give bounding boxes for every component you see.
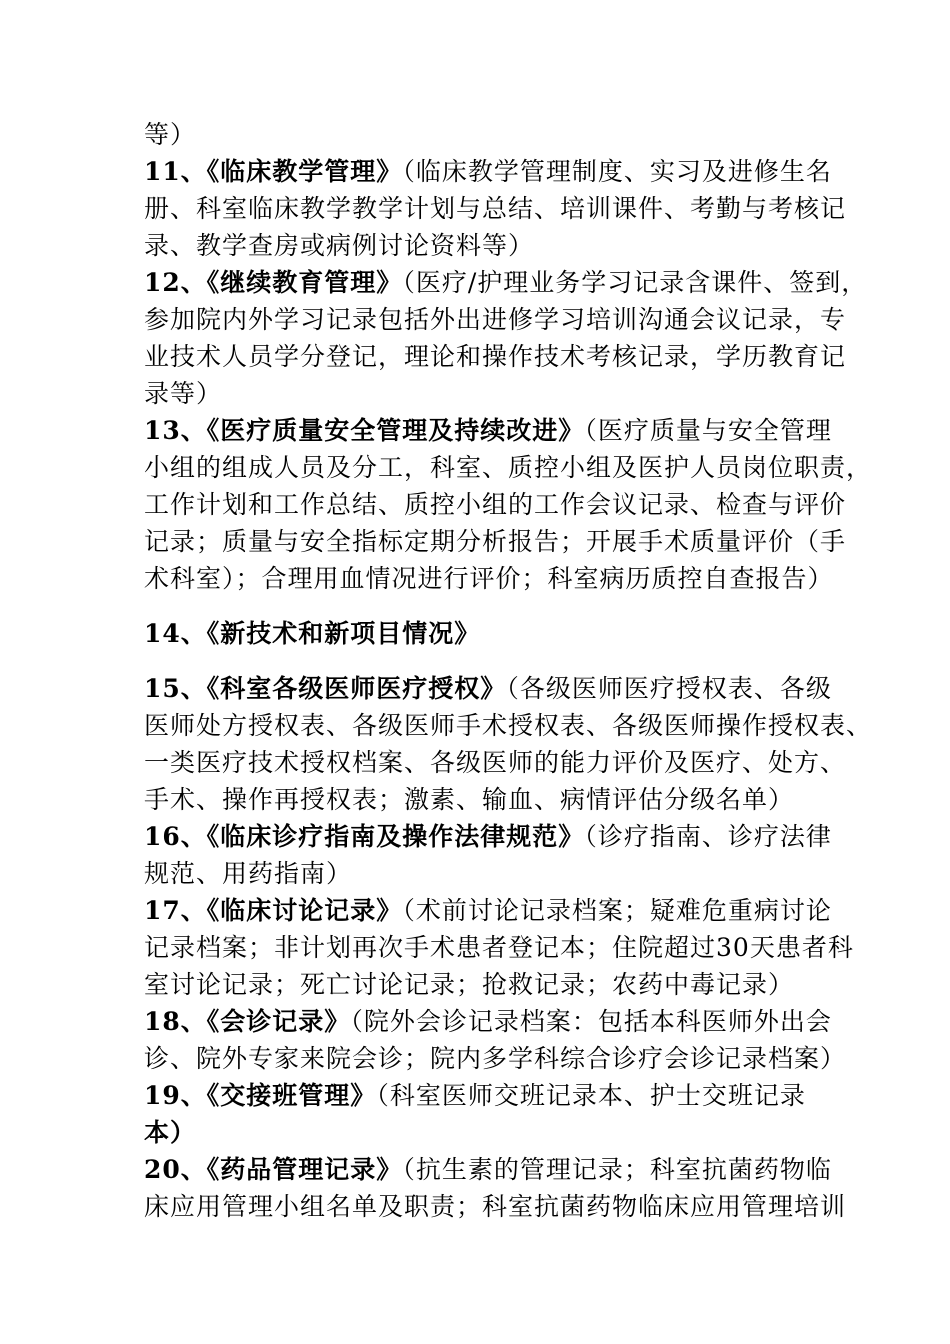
text-line: 医师处方授权表、各级医师手术授权表、各级医师操作授权表、	[144, 711, 873, 740]
item-number: 16、	[144, 822, 207, 851]
item-number: 11、	[144, 157, 207, 186]
text-line: 参加院内外学习记录包括外出进修学习培训沟通会议记录，专	[144, 305, 847, 334]
text-line: 册、科室临床教学教学计划与总结、培训课件、考勤与考核记	[144, 194, 847, 223]
item-13-heading	[144, 412, 832, 449]
text-line: 术科室）；合理用血情况进行评价；科室病历质控自查报告）	[144, 564, 834, 593]
item-description: （术前讨论记录档案；疑难危重病讨论	[402, 896, 832, 925]
text-line: 录等）	[144, 379, 223, 408]
text-line: 工作计划和工作总结、质控小组的工作会议记录、检查与评价	[144, 490, 847, 519]
item-description: （临床教学管理制度、实习及进修生名	[402, 157, 832, 186]
text-line: 一类医疗技术授权档案、各级医师的能力评价及医疗、处方、	[144, 748, 847, 777]
item-title: 《临床讨论记录》	[206, 896, 403, 925]
item-19-heading	[144, 1077, 824, 1114]
item-16-heading	[144, 818, 832, 855]
text-line: 录、教学查房或病例讨论资料等）	[144, 231, 535, 260]
text-line: 手术、操作再授权表；激素、输血、病情评估分级名单）	[144, 785, 795, 814]
item-number: 20、	[144, 1155, 207, 1184]
item-description: （诊疗指南、诊疗法律	[584, 822, 832, 851]
text-line: 业技术人员学分登记，理论和操作技术考核记录，学历教育记	[144, 342, 847, 371]
item-number: 19、	[144, 1081, 207, 1110]
text-line: 记录档案；非计划再次手术患者登记本；住院超过30天患者科	[144, 933, 854, 962]
item-number: 14、	[144, 619, 207, 648]
item-title: 《临床教学管理》	[206, 157, 403, 186]
item-number: 12、	[144, 268, 207, 297]
text-line: 室讨论记录；死亡讨论记录；抢救记录；农药中毒记录）	[144, 970, 795, 999]
text-line: 本）	[144, 1118, 197, 1147]
item-title: 《继续教育管理》	[206, 268, 403, 297]
item-number: 17、	[144, 896, 207, 925]
text-line: 小组的组成人员及分工，科室、质控小组及医护人员岗位职责，	[144, 453, 873, 482]
item-description: （医疗质量与安全管理	[584, 416, 832, 445]
item-14-heading	[144, 615, 824, 652]
item-description: （各级医师医疗授权表、各级	[506, 674, 832, 703]
item-description: （医疗/护理业务学习记录含课件、签到，	[402, 268, 868, 297]
item-title: 《新技术和新项目情况》	[206, 619, 481, 648]
item-20-heading	[144, 1151, 832, 1188]
item-title: 《药品管理记录》	[206, 1155, 403, 1184]
item-number: 15、	[144, 674, 207, 703]
text-line: 记录；质量与安全指标定期分析报告；开展手术质量评价（手	[144, 527, 847, 556]
item-15-heading	[144, 670, 832, 707]
text-line: 床应用管理小组名单及职责；科室抗菌药物临床应用管理培训	[144, 1192, 847, 1221]
item-18-heading	[144, 1003, 832, 1040]
item-number: 18、	[144, 1007, 207, 1036]
item-title: 《科室各级医师医疗授权》	[206, 674, 507, 703]
item-description: （抗生素的管理记录；科室抗菌药物临	[402, 1155, 832, 1184]
text-line: 等）	[144, 120, 197, 149]
text-line: 规范、用药指南）	[144, 859, 353, 888]
item-12-heading	[144, 264, 868, 301]
item-description: （院外会诊记录档案：包括本科医师外出会	[350, 1007, 832, 1036]
document-body	[144, 116, 873, 1225]
item-title: 《会诊记录》	[206, 1007, 351, 1036]
item-description: （科室医师交班记录本、护士交班记录	[376, 1081, 806, 1110]
item-11-heading	[144, 153, 832, 190]
item-number: 13、	[144, 416, 207, 445]
text-line: 诊、院外专家来院会诊；院内多学科综合诊疗会诊记录档案）	[144, 1044, 847, 1073]
item-title: 《临床诊疗指南及操作法律规范》	[206, 822, 585, 851]
item-title: 《医疗质量安全管理及持续改进》	[206, 416, 585, 445]
item-title: 《交接班管理》	[206, 1081, 377, 1110]
item-17-heading	[144, 892, 832, 929]
